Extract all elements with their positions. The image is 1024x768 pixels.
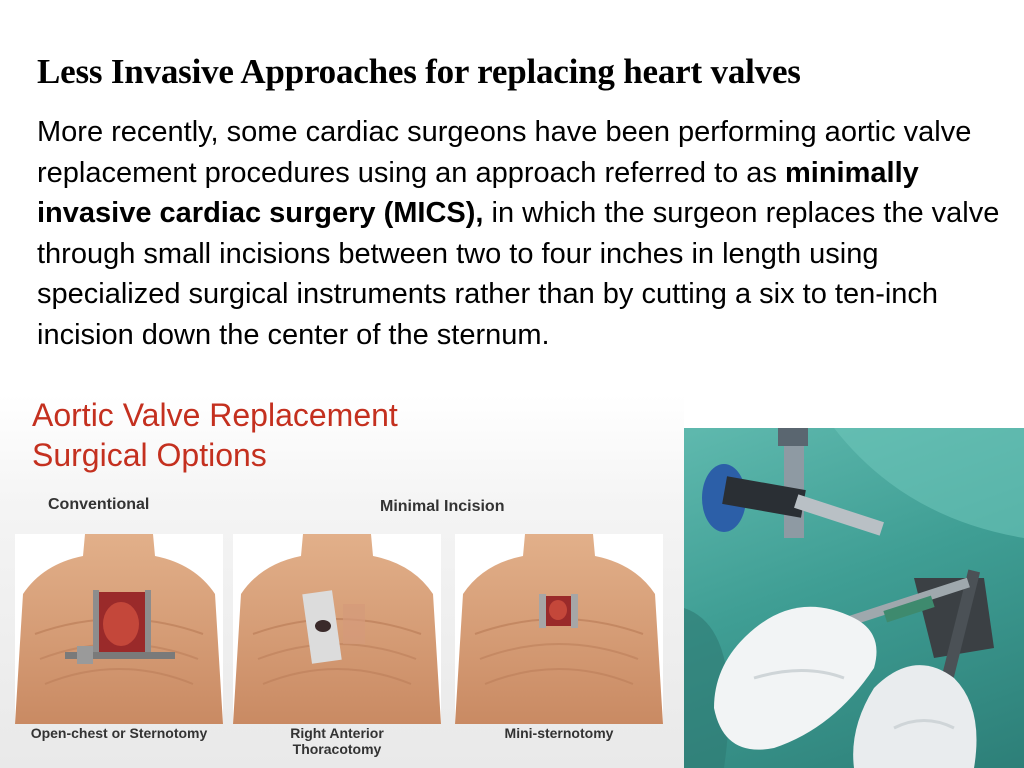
- caption-thoracotomy-line2: Thoracotomy: [292, 741, 382, 757]
- surgical-options-figure: [0, 395, 684, 768]
- figure-title-line1: Aortic Valve Replacement: [32, 397, 398, 433]
- slide-body: [37, 112, 1007, 355]
- surgery-photo: [684, 428, 1024, 768]
- caption-mini-sternotomy: Mini-sternotomy: [504, 725, 614, 741]
- caption-thoracotomy: [233, 725, 441, 757]
- body-text-start: More recently, some cardiac surgeons have been performing aortic valve replacement procedures using an approach referred to as: [37, 116, 972, 189]
- caption-thoracotomy-line1: Right Anterior: [290, 725, 384, 741]
- body-text-end: in which the surgeon replaces the valve through small incisions between two to four inches in length using specialized surgical instruments rather than by cutting a six to ten-inch incision down the center of the sternum.: [37, 197, 1000, 351]
- body-text-bold: minimally invasive cardiac surgery (MICS),: [37, 156, 919, 229]
- label-minimal-incision: Minimal Incision: [380, 498, 505, 515]
- torso-thoracotomy-image: [233, 534, 441, 724]
- figure-title-line2: Surgical Options: [32, 437, 267, 473]
- torso-sternotomy-image: [15, 534, 223, 724]
- figure-title: [32, 395, 398, 475]
- label-conventional: Conventional: [48, 496, 150, 513]
- slide-title: Less Invasive Approaches for replacing heart valves: [37, 52, 801, 91]
- torso-mini-sternotomy-image: [455, 534, 663, 724]
- caption-open-chest: Open-chest or Sternotomy: [30, 725, 208, 741]
